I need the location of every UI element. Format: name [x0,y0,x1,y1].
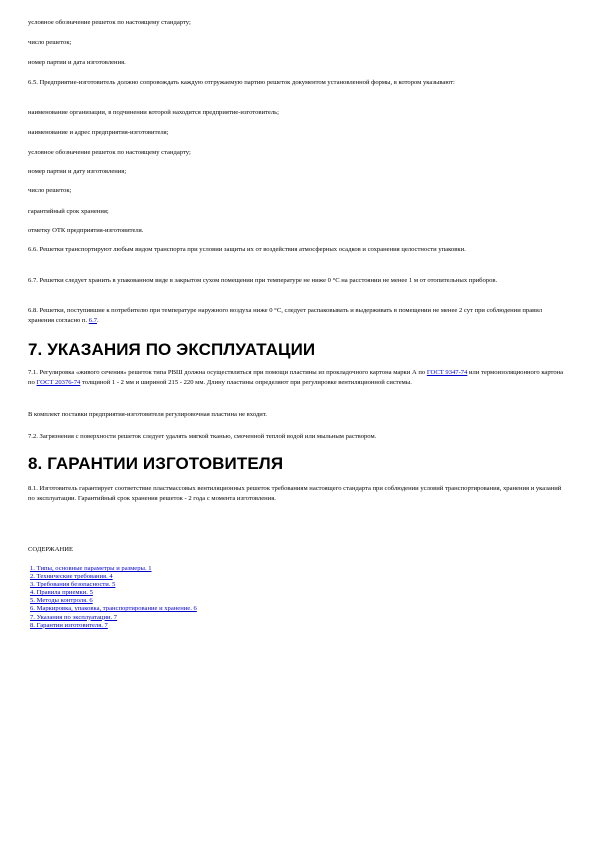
toc-item-2[interactable]: 2. Технические требования. 4 [30,573,113,581]
text-line: число решеток; [28,39,72,46]
paragraph-6-7: 6.7. Решетки следует хранить в упакованном виде в закрытом сухом помещении при температуре не ниже 0 °С на расстоянии не менее 1 м от отопительных приборов. [28,277,498,284]
link-gost-9347[interactable]: ГОСТ 9347-74 [426,369,468,376]
toc-item-8[interactable]: 8. Гарантии изготовителя. 7 [30,621,108,629]
text-line: В комплект поставки предприятия-изготовителя регулировочная пластина не входит. [28,411,267,418]
toc-item-6[interactable]: 6. Маркировка, упаковка, транспортирование и хранение. 6 [30,605,197,613]
paragraph-7-1-text: или термоизоляционного картона по [28,369,564,386]
toc-item-7[interactable]: 7. Указания по эксплуатации. 7 [30,613,118,621]
text-line: число решеток; [28,187,72,194]
toc-title: СОДЕРЖАНИЕ [28,546,74,553]
paragraph-6-8-text: 6.8. Решетки, поступившие к потребителю при температуре наружного воздуха ниже 0 °С, следует распаковывать и выдерживать в помещении не менее 2 сут при соблюдении правил хранения согласно п. [28,307,543,324]
toc-item-4[interactable]: 4. Правила приемки. 5 [30,589,93,597]
table-of-contents [30,565,197,630]
toc-item-5[interactable]: 5. Методы контроля. 6 [30,597,93,605]
toc-item-1[interactable]: 1. Типы, основные параметры и размеры. 1 [30,565,152,572]
paragraph-7-2: 7.2. Загрязнения с поверхности решеток следует удалять мягкой тканью, смоченной теплой водой или мыльным раствором. [28,433,377,440]
text-line: номер партии и дата изготовления. [28,59,126,66]
text-line: наименование и адрес предприятия-изготовителя; [28,129,169,136]
section-8-heading: 8. ГАРАНТИИ ИЗГОТОВИТЕЛЯ [28,454,284,473]
text-line: номер партии и дату изготовления; [28,168,127,175]
text-line: наименование организации, в подчинении которой находится предприятие-изготовитель; [28,109,279,116]
paragraph-6-6: 6.6. Решетки транспортируют любым видом транспорта при условии защиты их от воздействия атмосферных осадков и сохранения целостности упаковки. [28,246,466,253]
paragraph-6-5: 6.5. Предприятие-изготовитель должно сопровождать каждую отгружаемую партию решеток документом установленной формы, в котором указывают: [28,79,455,86]
toc-item-3[interactable]: 3. Требования безопасности. 5 [30,581,116,589]
text-line: условное обозначение решеток по настоящему стандарту; [28,19,191,26]
paragraph-7-1-text: 7.1. Регулировка «живого сечения» решеток типа РВШ должна осуществляться при помощи пластины из прокладочного картона марки А по [28,369,427,376]
link-gost-20376[interactable]: ГОСТ 20376-74 [36,379,81,386]
paragraph-6-8-end: . [97,317,99,324]
paragraph-7-1-text: толщиной 1 - 2 мм и шириной 215 - 220 мм. Длину пластины определяют при регулировке вентиляционной системы. [80,379,412,386]
paragraph-8-1: 8.1. Изготовитель гарантирует соответствие пластмассовых вентиляционных решеток требованиям настоящего стандарта при соблюдении условий транспортирования, хранения и указаний по эксплуатации. Гарантийный срок хранения решеток - 2 года с момента изготовления. [28,485,562,502]
text-line: условное обозначение решеток по настоящему стандарту; [28,149,191,156]
section-7-heading: 7. УКАЗАНИЯ ПО ЭКСПЛУАТАЦИИ [28,340,316,359]
link-6-7[interactable]: 6.7 [88,317,98,324]
text-line: гарантийный срок хранения; [28,208,109,215]
paragraph-7-1 [28,368,568,388]
paragraph-6-8 [28,306,568,326]
text-line: отметку ОТК предприятия-изготовителя. [28,227,144,234]
